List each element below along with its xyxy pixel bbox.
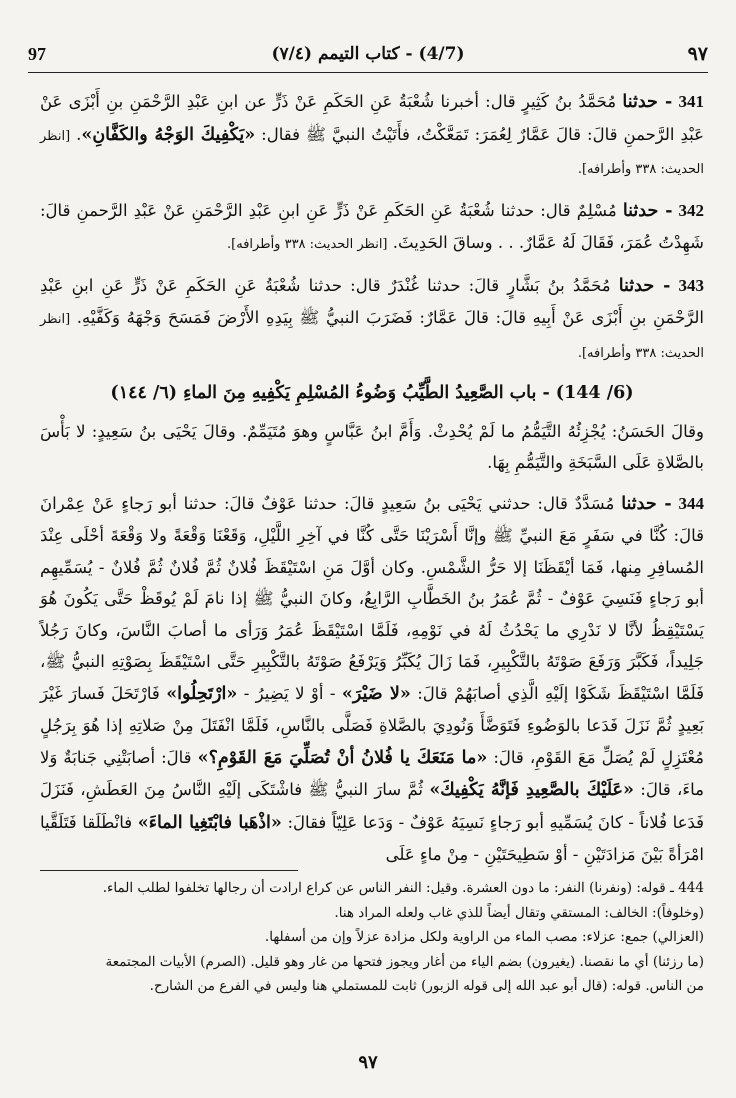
hadith-reference: [انظر الحديث: ٣٣٨ وأطرافه]. xyxy=(227,237,388,252)
chapter-intro: وقالَ الحَسَنُ: يُجْزِئُهُ التَّيَمُّمُ ما لَمْ يُحْدِثْ. وَأَمَّ ابنُ عَبَّاسٍ وهوَ مُتَيَمِّمٌ. وقالَ يَحْيَى بنُ سَعِيدٍ: لا بَأْسَ بالصَّلاةِ عَلَى السَّبَخَةِ والتَّيَمُّمِ بِهَا. xyxy=(40,421,704,472)
footnote-line: (العزالي) جمع: عزلاء: مصب الماء من الراوية ولكل مزادة عزلاً وإن من أسفلها. xyxy=(264,929,704,945)
hadith-text-part: فَارْتَحَلَ فَسارَ غَيْرَ بَعِيدٍ ثُمَّ نَزَلَ فَدَعا بالوَضُوءِ فَتَوَضَّأَ وَنُودِيَ بالصَّلاةِ فَصَلَّى بالنَّاسِ، فَلَمَّا انْفَتَلَ مِنْ صَلاتِهِ إذا هُوَ بِرَجُلٍ مُعْتَزِلٍ لَمْ يُصَلِّ مَعَ القَوْمِ، قالَ: xyxy=(40,683,704,767)
hadith-number: 344 xyxy=(678,493,705,513)
footnote-line: (ما رزئنا) أي ما نقصنا. (يغيرون) بضم الياء من أغار ويجوز فتحها من غار وهو قليل. (الصرم) الأبيات المجتمعة xyxy=(105,953,704,970)
header-page-number-latin: 97 xyxy=(28,43,46,64)
hadith-lead: - حدثنا xyxy=(622,92,673,112)
hadith-341: 341 - حدثنا مُحَمَّدُ بنُ كَثِيرٍ قال: أخبرنا شُعْبَةُ عَنِ الحَكَمِ عَنْ ذَرٍّ عن ابنِ عَبْدِ الرَّحْمَنِ بنِ أَبْزَى عَنْ عَبْدِ الرَّحمنِ قالَ: قالَ عَمَّارٌ لِعُمَرَ: تَمَعَّكْتُ، فأَتَيْتُ النبيَّ ﷺ فقال: «يَكْفِيكَ الوَجْهُ والكَفَّانِ». [انظر الحديث: ٣٣٨ وأطرافه]. xyxy=(40,92,704,177)
main-text xyxy=(40,86,704,880)
hadith-number: 342 xyxy=(678,200,705,220)
hadith-quote: «لا ضَيْرَ» xyxy=(341,683,411,704)
footnote-line: (وخلوفاً): الخالف: المستقي وتقال أيضاً للذي غاب ولعله المراد هنا. xyxy=(334,904,704,921)
hadith-text: مُحَمَّدُ بنُ كَثِيرٍ قال: أخبرنا شُعْبَةُ عَنِ الحَكَمِ عَنْ ذَرٍّ عن ابنِ عَبْدِ الرَّحْمَنِ بنِ أَبْزَى عَنْ عَبْدِ الرَّحمنِ قالَ: قالَ عَمَّارٌ لِعُمَرَ: تَمَعَّكْتُ، فأَتَيْتُ النبيَّ ﷺ فقال: xyxy=(40,92,704,144)
page-header xyxy=(28,36,708,73)
hadith-344 xyxy=(40,488,704,871)
hadith-342 xyxy=(40,195,704,261)
hadith-text: مُحَمَّدُ بنُ بَشَّارٍ قالَ: حدثنا غُنْدَرٌ قال: حدثنا شُعْبَةُ عَنِ الحَكَمِ عَنْ ذَرٍّ عَنِ ابنِ عَبْدِ الرَّحْمَنِ بنِ أَبْزَى عَنْ أَبِيهِ قالَ: قالَ عَمَّارٌ: فَضَرَبَ النبيُّ ﷺ بِيَدِهِ الأَرْضَ فَمَسَحَ وَجْهَهُ وَكَفَّيْهِ. xyxy=(40,275,704,327)
hadith-text-part: ثُمَّ سارَ النبيُّ ﷺ فاشْتَكَى إلَيْهِ النَّاسُ مِنَ العَطَشِ، فَنَزَلَ فَدَعا فُلاناً - كانَ يُسَمِّيهِ أبو رَجاءٍ نَسِيَهُ عَوْفٌ - وَدَعا عَلِيّاً فقالَ: xyxy=(40,780,705,832)
footer-page-number: ٩٧ xyxy=(358,1052,378,1073)
footnotes xyxy=(40,878,704,1001)
hadith-text-part: فانْطَلَقا فَتَلَقَّيا امْرَأةً بَيْنَ مَزادَتَيْنِ - أوْ سَطِيحَتَيْنِ - مِنْ ماءٍ عَلَى xyxy=(40,812,704,864)
hadith-text: مُسْلِمٌ قال: حدثنا شُعْبَةُ عَنِ الحَكَمِ عَنْ ذَرٍّ عَنِ ابنِ عَبْدِ الرَّحْمَنِ عَنْ عَبْدِ الرَّحمنِ قالَ: شَهِدْتُ عُمَرَ، فَقَالَ لَهُ عَمَّارٌ. . . وساقَ الحَدِيثَ. xyxy=(40,200,704,252)
hadith-quote: «ارْتَحِلُوا» xyxy=(166,683,238,704)
hadith-text-part: مُسَدَّدٌ قال: حدثني يَحْيَى بنُ سَعِيدٍ قالَ: حدثنا عَوْفٌ قالَ: حدثنا أبو رَجاءٍ عَنْ عِمْرانَ قالَ: كُنَّا في سَفَرٍ مَعَ النبيِّ ﷺ وإنَّا أَسْرَيْنَا حَتَّى كُنَّا في آخِرِ اللَّيْلِ، وَقَعْنَا وَقْعَةً ولا وَقْعَةَ أحْلَى عِنْدَ المُسافِرِ مِنها، فَمَا أيْقَظَنَا إلا حَرُّ الشَّمْسِ. وكان أوَّلَ مَنِ اسْتَيْقَظَ فُلانٌ ثُمَّ فُلانٌ ثُمَّ فُلانٌ - يُسَمِّيهِم أبو رَجاءٍ فَنَسِيَ عَوْفٌ - ثُمَّ عُمَرُ بنُ الخَطَّابِ الرَّابِعُ، وكانَ النبيُّ ﷺ إذا نامَ لَمْ يُوقَظْ حَتَّى يَكُونَ هُوَ يَسْتَيْقِظُ لأنَّا لا نَدْرِي ما يَحْدُثُ لَهُ في نَوْمِهِ، فَلَمَّا اسْتَيْقَظَ عُمَرُ وَرَأى ما أصابَ النَّاسَ، وكانَ رَجُلاً جَلِيداً، فَكَبَّرَ وَرَفَعَ صَوْتَهُ بالتَّكْبِيرِ، فَمَا زَالَ يُكَبِّرُ وَيَرْفَعُ صَوْتَهُ بالتَّكْبِيرِ حَتَّى اسْتَيْقَظَ بِصَوْتِهِ النبيُّ ﷺ، فَلَمَّا اسْتَيْقَظَ شَكَوْا إلَيْهِ الَّذِي أصابَهُمْ قالَ: xyxy=(40,493,705,703)
hadith-quote: «ما مَنَعَكَ يا فُلانُ أنْ تُصَلِّيَ مَعَ القَوْمِ؟» xyxy=(197,747,488,768)
footnote-line: 444 ـ قوله: (ونفرنا) النفر: ما دون العشرة. وقيل: النفر الناس عن كراع ارادت أن رجالها تخلفوا لطلب الماء. xyxy=(102,880,704,896)
hadith-reference: [انظر الحديث: ٣٣٨ وأطرافه]. xyxy=(40,128,704,177)
hadith-number: 343 xyxy=(678,275,705,295)
hadith-quote: «اذْهَبا فابْتَغِيا الماءَ» xyxy=(137,812,282,833)
footnote-line: من الناس. قوله: (قال أبو عبد الله إلى قوله الزبور) ثابت للمستملي هنا وليس في الفرع من الشارح. xyxy=(149,978,704,994)
header-title: (4/7) - كتاب التيمم (٧/٤) xyxy=(271,44,465,64)
hadith-number: 341 xyxy=(678,92,704,111)
chapter-heading: (6/ 144) - باب الصَّعِيدُ الطَّيِّبُ وَضُوءُ المُسْلِمِ يَكْفِيهِ مِنَ الماءِ (٦/ ١٤٤) xyxy=(110,383,634,403)
hadith-text-part: - أوْ لا يَضِيرُ - xyxy=(243,683,336,703)
hadith-lead: - حدثنا xyxy=(622,200,673,221)
hadith-343 xyxy=(40,270,704,370)
hadith-lead: - حدثنا xyxy=(618,275,671,296)
hadith-text-part: قالَ: أصابَتْنِي جَنابَةٌ وَلا ماءَ، قالَ: xyxy=(40,747,704,799)
footnote-divider xyxy=(40,870,298,871)
hadith-reference: [انظر الحديث: ٣٣٨ وأطرافه]. xyxy=(40,312,704,361)
hadith-quote: «عَلَيْكَ بالصَّعِيدِ فَإنَّهُ يَكْفِيكَ» xyxy=(429,780,634,800)
hadith-lead: - حدثنا xyxy=(621,493,672,514)
hadith-quote: «يَكْفِيكَ الوَجْهُ والكَفَّانِ» xyxy=(81,124,256,145)
header-page-number-arabic: ٩٧ xyxy=(687,43,708,65)
